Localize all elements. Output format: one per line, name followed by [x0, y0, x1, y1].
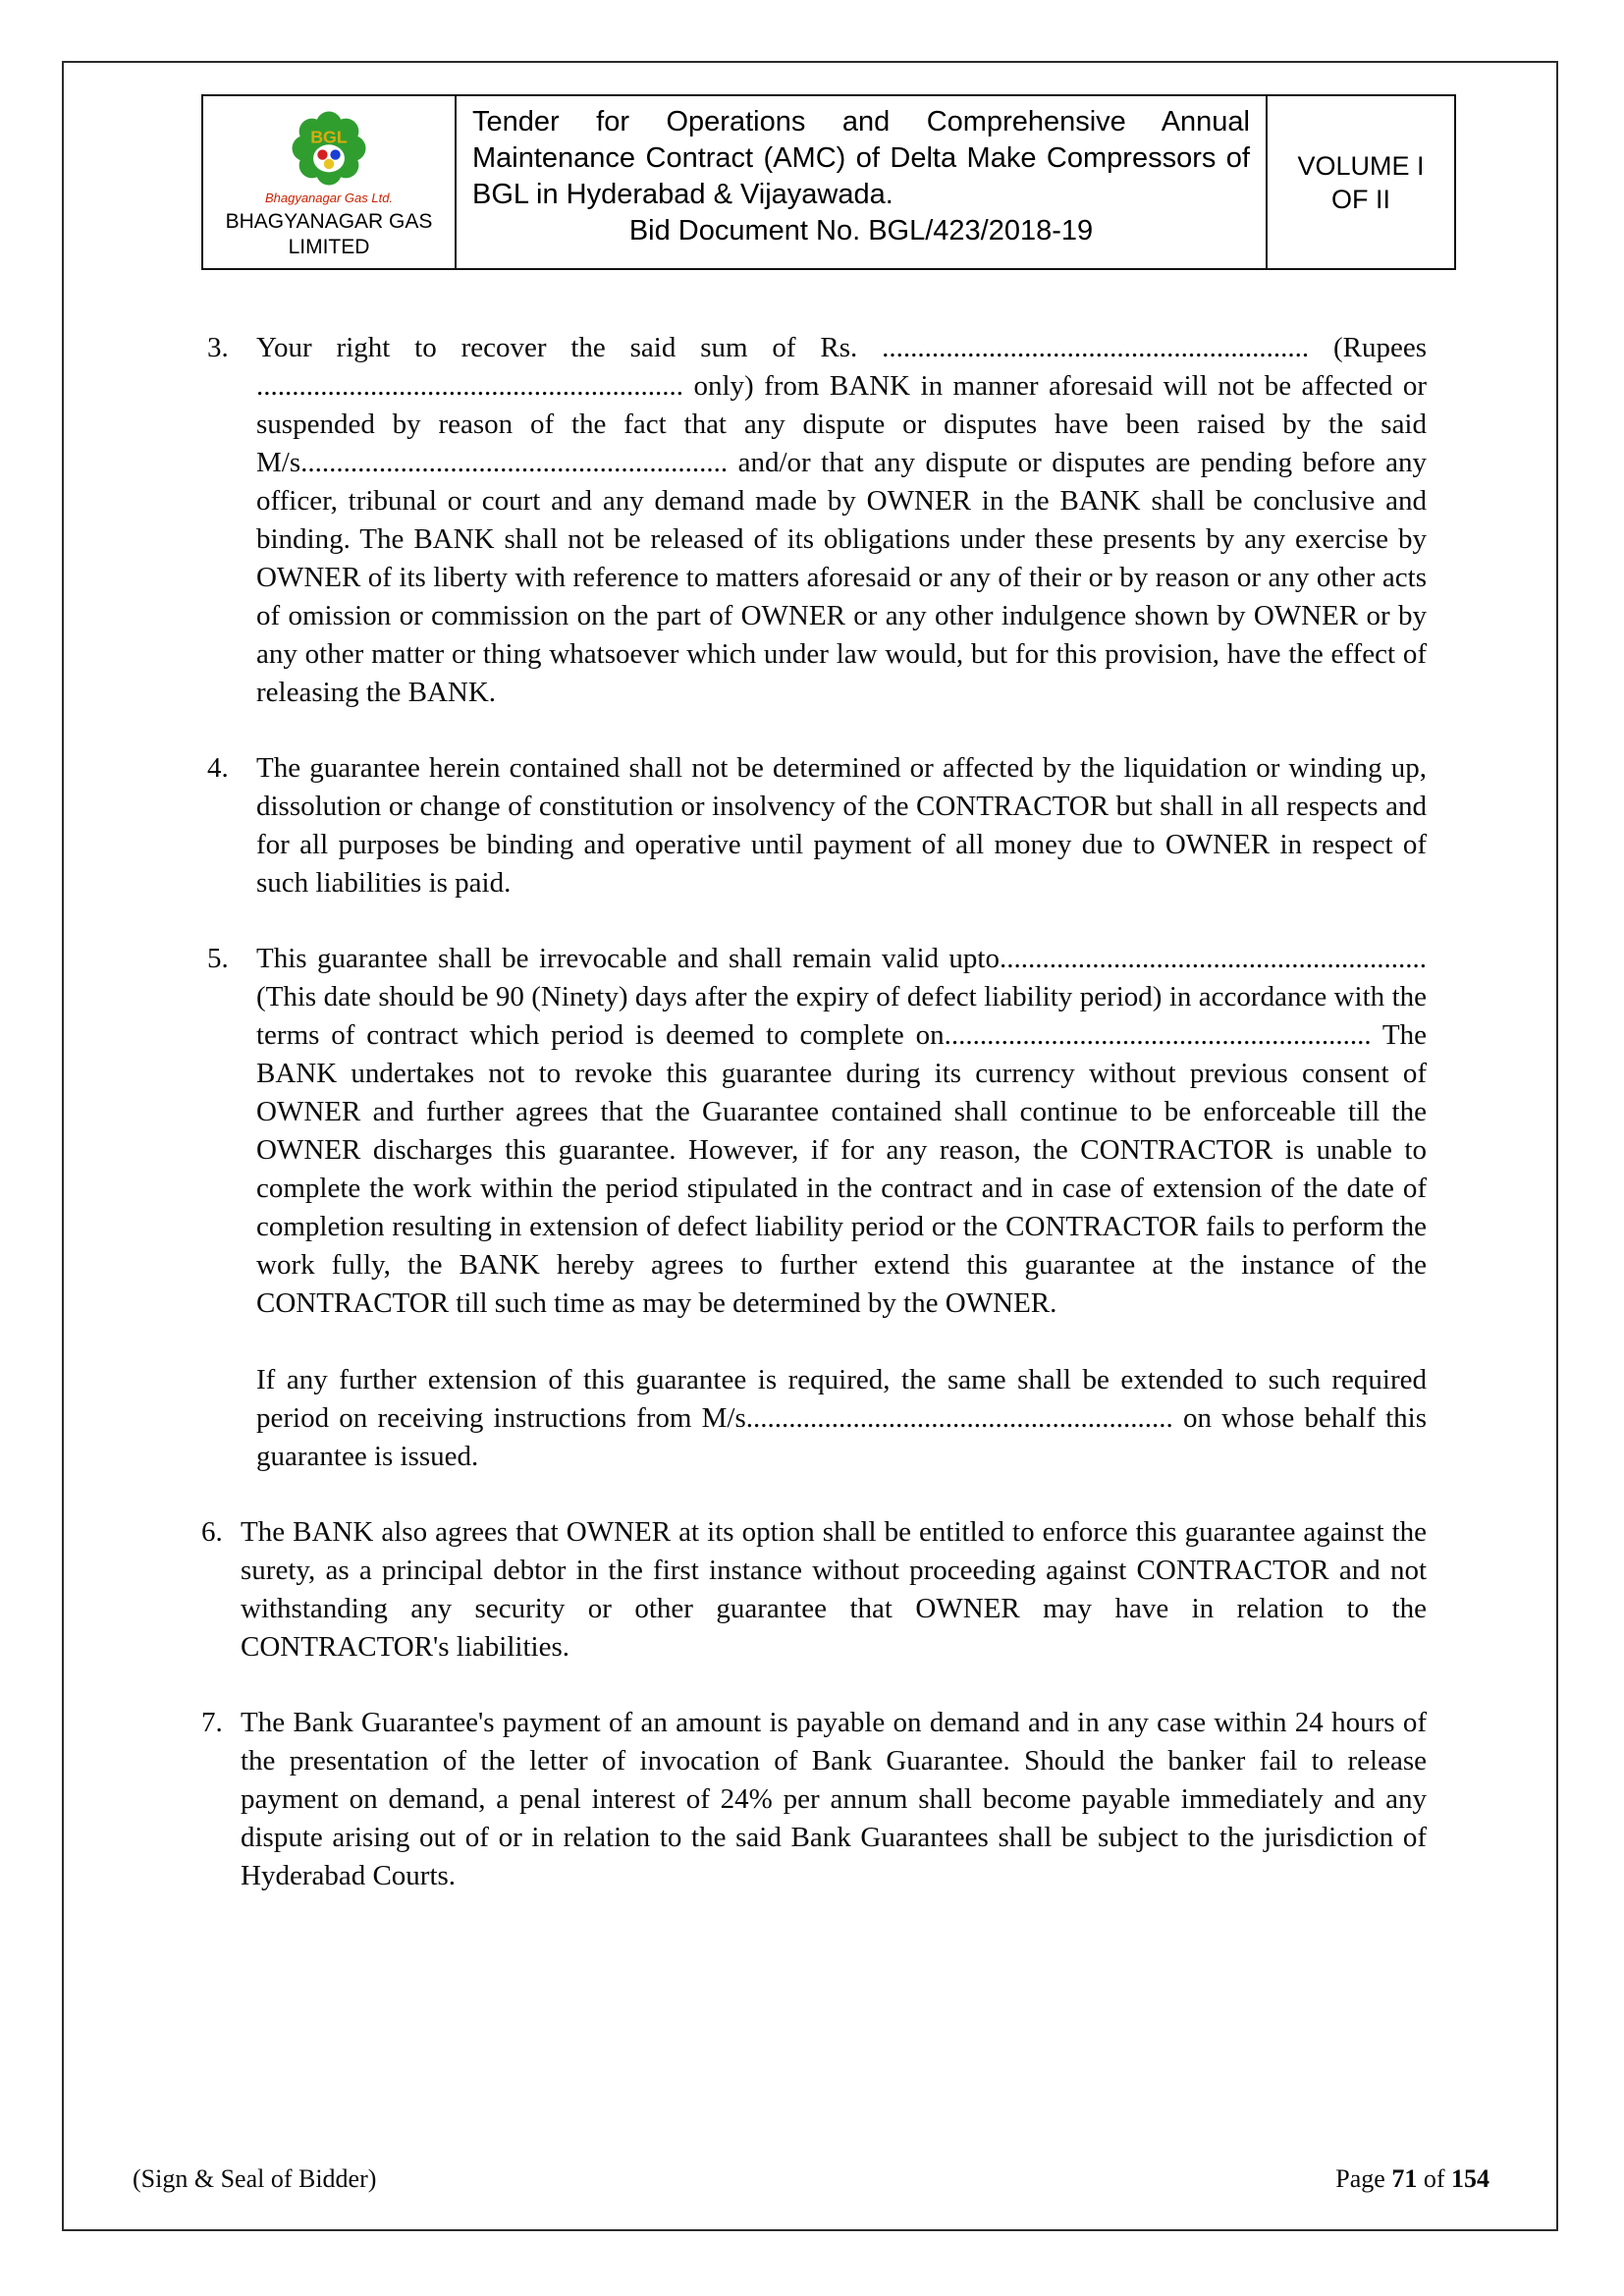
title-cell — [457, 96, 1268, 268]
clause-6-number: 6. — [201, 1516, 223, 1548]
logo-cell — [203, 96, 457, 268]
clause-5-text — [256, 940, 1427, 1476]
clause-7-paragraph: The Bank Guarantee's payment of an amount is payable on demand and in any case within 24 hours of the presentation of the letter of invocation of Bank Guarantee. Should the banker fail to release payment on demand, a penal interest of 24% per annum shall become payable immediately and any dispute arising out of or in relation to the said Bank Guarantees shall be subject to the jurisdiction of Hyderabad Courts. — [241, 1707, 1427, 1891]
volume-line2: OF II — [1331, 184, 1390, 214]
bid-document-number: Bid Document No. BGL/423/2018-19 — [628, 215, 1094, 246]
company-name-line1: BHAGYANAGAR GAS — [225, 210, 433, 233]
clause-3-number: 3. — [207, 332, 229, 363]
clause-5-paragraph-2: If any further extension of this guarantee is required, the same shall be extended to such required period on receiving instructions from M/s............................................................ on whose behalf this guarantee is issued. — [256, 1364, 1427, 1472]
of-word: of — [1417, 2164, 1451, 2193]
volume-cell — [1268, 96, 1454, 268]
bgl-logo-icon — [278, 104, 380, 192]
clause-4 — [207, 749, 1427, 902]
clause-5 — [207, 940, 1427, 1476]
document-body — [201, 329, 1427, 1895]
clause-6-paragraph: The BANK also agrees that OWNER at its option shall be entitled to enforce this guarantee against the surety, as a principal debtor in the first instance without proceeding against CONTRACTOR and not withstanding any security or other guarantee that OWNER may have in relation to the CONTRACTOR's liabilities. — [241, 1516, 1427, 1663]
clause-3-text — [256, 329, 1427, 712]
clause-5-number: 5. — [207, 943, 229, 974]
clause-6 — [201, 1513, 1427, 1667]
company-name-line2: LIMITED — [288, 236, 370, 258]
volume-line1: VOLUME I — [1297, 150, 1425, 181]
clause-6-text — [241, 1513, 1427, 1667]
clause-7-text — [241, 1704, 1427, 1895]
clause-5-paragraph-1: This guarantee shall be irrevocable and shall remain valid upto............................................................ (This date should be 90 (Ninety) days after the expiry of defect liability period) in accordance with the terms of contract which period is deemed to complete on............................................................ The BANK undertakes not to revoke this guarantee during its currency without previous consent of OWNER and further agrees that the Guarantee contained shall continue to be enforceable till the OWNER discharges this guarantee. However, if for any reason, the CONTRACTOR is unable to complete the work within the period stipulated in the contract and in case of extension of the date of completion resulting in extension of defect liability period or the CONTRACTOR fails to perform the work fully, the BANK hereby agrees to further extend this guarantee at the instance of the CONTRACTOR till such time as may be determined by the OWNER. — [256, 943, 1427, 1319]
sign-seal-note: (Sign & Seal of Bidder) — [133, 2164, 377, 2193]
logo-tagline: Bhagyanagar Gas Ltd. — [264, 191, 394, 205]
clause-7 — [201, 1704, 1427, 1895]
clause-4-text — [256, 749, 1427, 902]
page-total: 154 — [1451, 2164, 1489, 2193]
clause-3-paragraph: Your right to recover the said sum of Rs. ............................................................ (Rupees ............................................................ only) from BANK in manner aforesaid will not be affected or suspended by reason of the fact that any dispute or disputes have been raised by the said M/s............................................................ and/or that any dispute or disputes are pending before any officer, tribunal or court and any demand made by OWNER in the BANK shall be conclusive and binding. The BANK shall not be released of its obligations under these presents by any exercise by OWNER of its liberty with reference to matters aforesaid or any of their or by reason or any other acts of omission or commission on the part of OWNER or any other indulgence shown by OWNER or by any other matter or thing whatsoever which under law would, but for this provision, have the effect of releasing the BANK. — [256, 332, 1427, 708]
clause-3 — [207, 329, 1427, 712]
document-title: Tender for Operations and Comprehensive Annual Maintenance Contract (AMC) of Delta Make Compressors of BGL in Hyderabad & Vijayawada. — [472, 106, 1250, 210]
header-table — [201, 94, 1456, 270]
page-word: Page — [1335, 2164, 1392, 2193]
page-indicator — [1335, 2164, 1489, 2194]
logo-monogram: BGL — [310, 127, 348, 147]
page-number: 71 — [1391, 2164, 1418, 2193]
company-name — [226, 209, 433, 260]
page-footer — [133, 2164, 1489, 2194]
clause-4-paragraph: The guarantee herein contained shall not be determined or affected by the liquidation or winding up, dissolution or change of constitution or insolvency of the CONTRACTOR but shall in all respects and for all purposes be binding and operative until payment of all money due to OWNER in respect of such liabilities is paid. — [256, 752, 1427, 899]
page-border — [62, 61, 1558, 2231]
clause-7-number: 7. — [201, 1707, 223, 1738]
clause-4-number: 4. — [207, 752, 229, 784]
